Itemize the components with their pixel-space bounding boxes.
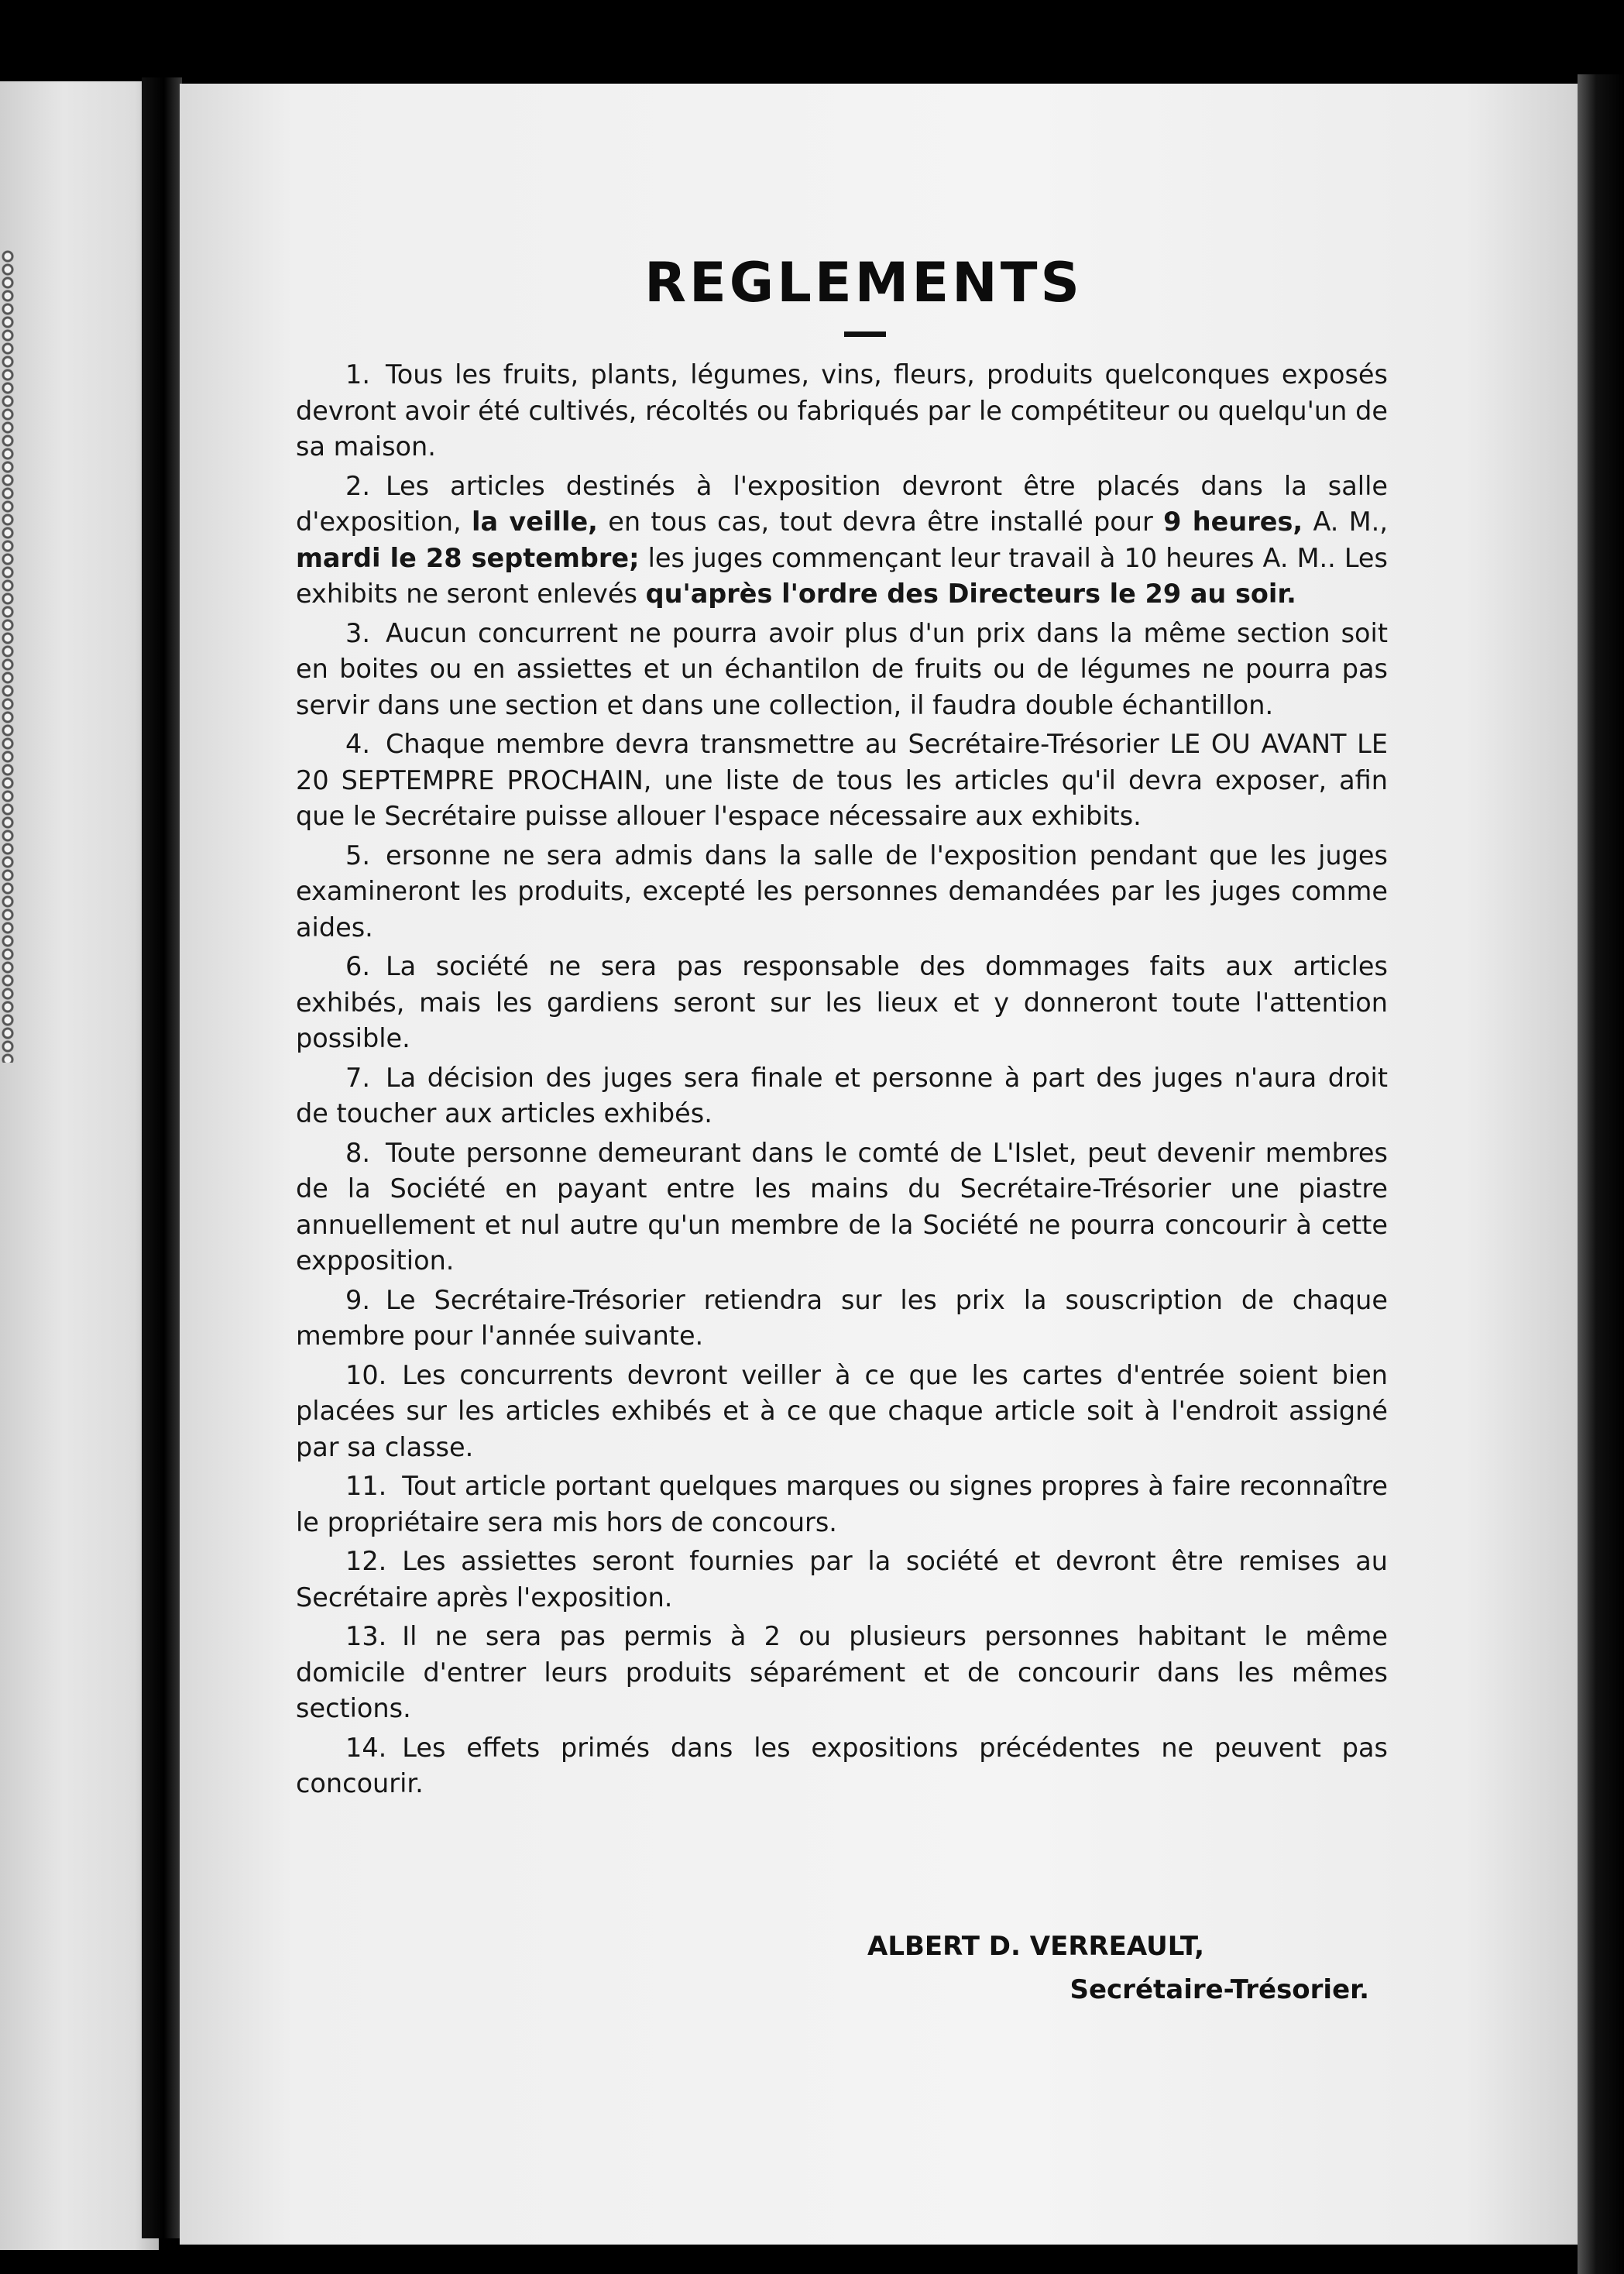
rule-text: A. M., (1303, 507, 1388, 537)
rule-item (296, 727, 1388, 835)
rule-text: les juges commençant leur travail à 10 heures A. M.. Les exhibits ne seront enlevés (296, 542, 1388, 609)
rule-item (296, 1619, 1388, 1727)
rule-number: 1. (345, 359, 370, 390)
rule-number: 7. (345, 1062, 370, 1093)
rule-item (296, 838, 1388, 946)
page-content (296, 251, 1388, 1805)
rule-number: 9. (345, 1284, 370, 1315)
rule-text: Les assiettes seront fournies par la société et devront être remises au Secrétaire après l'exposition. (296, 1546, 1388, 1613)
rule-item (296, 1060, 1388, 1132)
rule-number: 14. (345, 1732, 387, 1763)
spiral-binding (0, 249, 20, 1063)
signatory-title: Secrétaire-Trésorier. (1070, 1974, 1369, 2005)
rule-item (296, 1468, 1388, 1541)
rule-item (296, 1544, 1388, 1616)
rule-text: Toute personne demeurant dans le comté de L'Islet, peut devenir membres de la Société en payant entre les mains du Secrétaire-Trésorier une piastre annuellement et nul autre qu'un membre de la Société ne pourra concourir à cette expposition. (296, 1137, 1388, 1276)
rule-number: 13. (345, 1621, 387, 1651)
title-divider (844, 331, 886, 337)
signature-block (867, 1929, 1379, 2008)
rule-text: Chaque membre devra transmettre au Secrétaire-Trésorier LE OU AVANT LE 20 SEPTEMPRE PROCHAIN, une liste de tous les articles qu'il devra exposer, afin que le Secrétaire puisse allouer l'espace nécessaire aux exhibits. (296, 729, 1388, 831)
rule-text: Il ne sera pas permis à 2 ou plusieurs personnes habitant le même domicile d'entrer leurs produits séparément et de concourir dans les mêmes sections. (296, 1621, 1388, 1723)
rule-text: La décision des juges sera finale et personne à part des juges n'aura droit de toucher aux articles exhibés. (296, 1062, 1388, 1128)
rule-item (296, 469, 1388, 613)
rule-text: Tous les fruits, plants, légumes, vins, fleurs, produits quelconques exposés devront avoir été cultivés, récoltés ou fabriqués par le compétiteur ou quelqu'un de sa maison. (296, 359, 1388, 462)
rule-number: 10. (345, 1359, 387, 1390)
rule-item (296, 1283, 1388, 1355)
rule-number: 11. (345, 1471, 387, 1501)
rule-text: Tout article portant quelques marques ou signes propres à faire reconnaître le propriétaire sera mis hors de concours. (296, 1471, 1388, 1537)
rule-text: Les articles destinés à l'exposition devront être placés dans la salle d'exposition, (296, 470, 1388, 537)
page-title: REGLEMENTS (644, 251, 1083, 314)
rule-text: en tous cas, tout devra être installé pour (597, 507, 1164, 537)
rule-number: 3. (345, 617, 370, 648)
rule-number: 6. (345, 951, 370, 981)
rule-text: Les effets primés dans les expositions précédentes ne peuvent pas concourir. (296, 1732, 1388, 1798)
rule-number: 5. (345, 840, 370, 871)
rule-item (296, 357, 1388, 465)
page-gutter (142, 77, 182, 2238)
signatory-name: ALBERT D. VERREAULT, (867, 1931, 1205, 1962)
rule-text: La société ne sera pas responsable des dommages faits aux articles exhibés, mais les gardiens seront sur les lieux et y donneront toute l'attention possible. (296, 951, 1388, 1053)
rule-item (296, 1135, 1388, 1280)
rule-number: 4. (345, 729, 370, 759)
rule-text: Le Secrétaire-Trésorier retiendra sur les prix la souscription de chaque membre pour l'année suivante. (296, 1284, 1388, 1351)
rule-text-bold: 9 heures, (1163, 507, 1303, 537)
page-edge (1578, 74, 1624, 2274)
rule-text: Les concurrents devront veiller à ce que les cartes d'entrée soient bien placées sur les articles exhibés et à ce que chaque article soit à l'endroit assigné par sa classe. (296, 1359, 1388, 1462)
rule-text-bold: qu'après l'ordre des Directeurs le 29 au soir. (645, 579, 1296, 609)
rule-text: ersonne ne sera admis dans la salle de l'exposition pendant que les juges examineront les produits, excepté les personnes demandées par les juges comme aides. (296, 840, 1388, 943)
rule-number: 8. (345, 1137, 370, 1168)
adjacent-page (0, 81, 159, 2250)
rule-item (296, 949, 1388, 1057)
rule-text-bold: la veille, (472, 507, 598, 537)
rule-text: Aucun concurrent ne pourra avoir plus d'un prix dans la même section soit en boites ou en assiettes et un échantilon de fruits ou de légumes ne pourra pas servir dans une section et dans une collection, il faudra double échantillon. (296, 617, 1388, 720)
rule-number: 2. (345, 470, 370, 501)
rule-item (296, 1730, 1388, 1802)
rule-number: 12. (345, 1546, 387, 1576)
rule-item (296, 616, 1388, 724)
rule-item (296, 1358, 1388, 1466)
rules-list (296, 357, 1388, 1802)
rule-text-bold: mardi le 28 septembre; (296, 542, 640, 573)
